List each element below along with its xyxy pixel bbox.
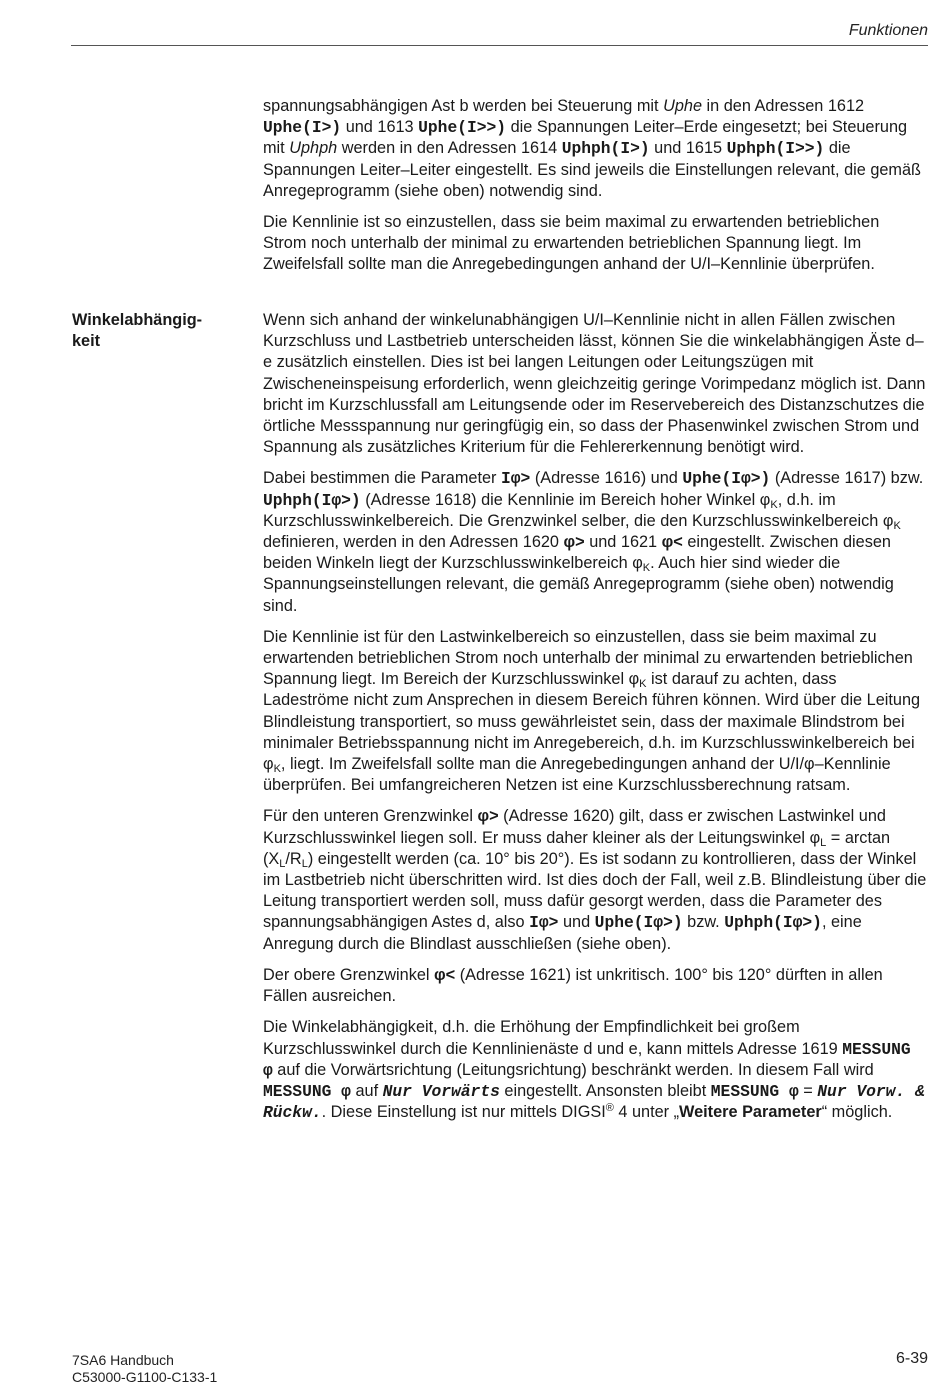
section-label-line1: Winkelabhängig- (72, 311, 203, 329)
section-label-line2: keit (72, 332, 101, 351)
page-number: 6-39 (895, 1350, 928, 1367)
header-rule (71, 45, 928, 46)
footer-manual-info (72, 1352, 217, 1386)
paragraph-2: Die Kennlinie ist so einzustellen, dass sie beim maximal zu erwartenden betrieblichen Strom noch unterhalb der minimal zu erwartenden betrieblichen Spannung liegt. Im Zweifelsfall sollte man die Anregebedingungen anhand der U/I–Kennlinie überprüfen. (263, 213, 880, 274)
paragraph-7: Der obere Grenzwinkel φ< (Adresse 1621) ist unkritisch. 100° bis 120° dürften in allen Fällen ausreichen. (263, 965, 883, 1006)
running-header: Funktionen (848, 22, 928, 39)
paragraph-5: Die Kennlinie ist für den Lastwinkelbereich so einzustellen, dass sie beim maximal zu erwartenden betrieblichen Strom noch unterhalb der minimal zu erwartenden betrieblichen Spannung liegt. Im Bereich der Kurzschlusswinkel $\varphi_K$ ist darauf zu achten, dass Ladeströme nicht zum Ansprechen in diesem Bereich führen können. Wird über die Leitung Blindleistung transportiert, so muss gewährleistet sein, dass der maximale Blindstrom bei minimaler Betriebsspannung nicht im Anregebereich, d.h. im Kurzschlusswinkelbereich bei $\varphi_K$, liegt. Im Zweifelsfall sollte man die Anregebedingungen anhand der U/I/φ–Kennlinie überprüfen. Bei umfangreicheren Netzen ist eine Kurzschlussberechnung ratsam. (263, 627, 921, 795)
paragraph-6: Für den unteren Grenzwinkel φ> (Adresse 1620) gilt, dass er zwischen Lastwinkel und Kurzschlusswinkel liegen soll. Er muss daher kleiner als der Leitungswinkel $\varphi_L = \arctan (X_L/R_L)$ eingestellt werden (ca. 10° bis 20°). Es ist sodann zu kontrollieren, dass der Winkel im Lastbetrieb nicht überschritten wird. Ist dies doch der Fall, weil z.B. Blindleistung über die Leitung transportiert werden soll, muss dafür gesorgt werden, dass die Parameter des spannungsabhängigen Astes d, also Iφ> und Uphe(Iφ>) bzw. Uphph(Iφ>), eine Anregung durch die Blindlast ausschließen (siehe oben). (263, 807, 927, 953)
section-label (72, 310, 242, 352)
footer-order-number: C53000-G1100-C133-1 (72, 1369, 218, 1385)
paragraph-8: Die Winkelabhängigkeit, d.h. die Erhöhung der Empfindlichkeit bei großem Kurzschlusswinkel durch die Kennlinienäste d und e, kann mittels Adresse 1619 MESSUNG φ auf die Vorwärtsrichtung (Leitungsrichtung) beschränkt werden. In diesem Fall wird MESSUNG φ auf Nur Vorwärts eingestellt. Ansonsten bleibt MESSUNG φ = Nur Vorw. & Rückw.. Diese Einstellung ist nur mittels DIGSI® 4 unter „Weitere Parameter“ möglich. (263, 1018, 925, 1123)
footer-manual-title: 7SA6 Handbuch (72, 1352, 174, 1368)
paragraph-3: Wenn sich anhand der winkelunabhängigen U/I–Kennlinie nicht in allen Fällen zwischen Kurzschluss und Lastbetrieb unterscheiden lässt, können Sie die winkelabhängigen Äste d–e zusätzlich einstellen. Dies ist bei langen Leitungen oder Leitungszügen mit Zwischeneinspeisung erforderlich, wenn gleichzeitig geringe Vorimpedanz möglich ist. Dann bricht im Kurzschlussfall am Leitungsende oder im Reservebereich des Distanzschutzes die örtliche Messspannung nur geringfügig ein, so dass der Phasenwinkel zwischen Strom und Spannung als zusätzliches Kriterium für die Fehlererkennung benötigt wird. (263, 311, 926, 457)
intro-text (263, 96, 927, 286)
angle-section-text (263, 310, 927, 1133)
paragraph-4: Dabei bestimmen die Parameter Iφ> (Adresse 1616) und Uphe(Iφ>) (Adresse 1617) bzw. Uphph(Iφ>) (Adresse 1618) die Kennlinie im Bereich hoher Winkel $\varphi_K$, d.h. im Kurzschlusswinkelbereich. Die Grenzwinkel selber, die den Kurzschlusswinkelbereich $\varphi_K$ definieren, werden in den Adressen 1620 φ> und 1621 φ< eingestellt. Zwischen diesen beiden Winkeln liegt der Kurzschlusswinkelbereich $\varphi_K$. Auch hier sind wieder die Spannungseinstellungen relevant, die gemäß Anregeprogramm (siehe oben) notwendig sind. (263, 469, 924, 615)
paragraph-1: spannungsabhängigen Ast b werden bei Steuerung mit Uphe in den Adressen 1612 Uphe(I>) und 1613 Uphe(I>>) die Spannungen Leiter–Erde eingesetzt; bei Steuerung mit Uphph werden in den Adressen 1614 Uphph(I>) und 1615 Uphph(I>>) die Spannungen Leiter–Leiter eingestellt. Es sind jeweils die Einstellungen relevant, die gemäß Anregeprogramm (siehe oben) notwendig sind. (263, 97, 921, 200)
